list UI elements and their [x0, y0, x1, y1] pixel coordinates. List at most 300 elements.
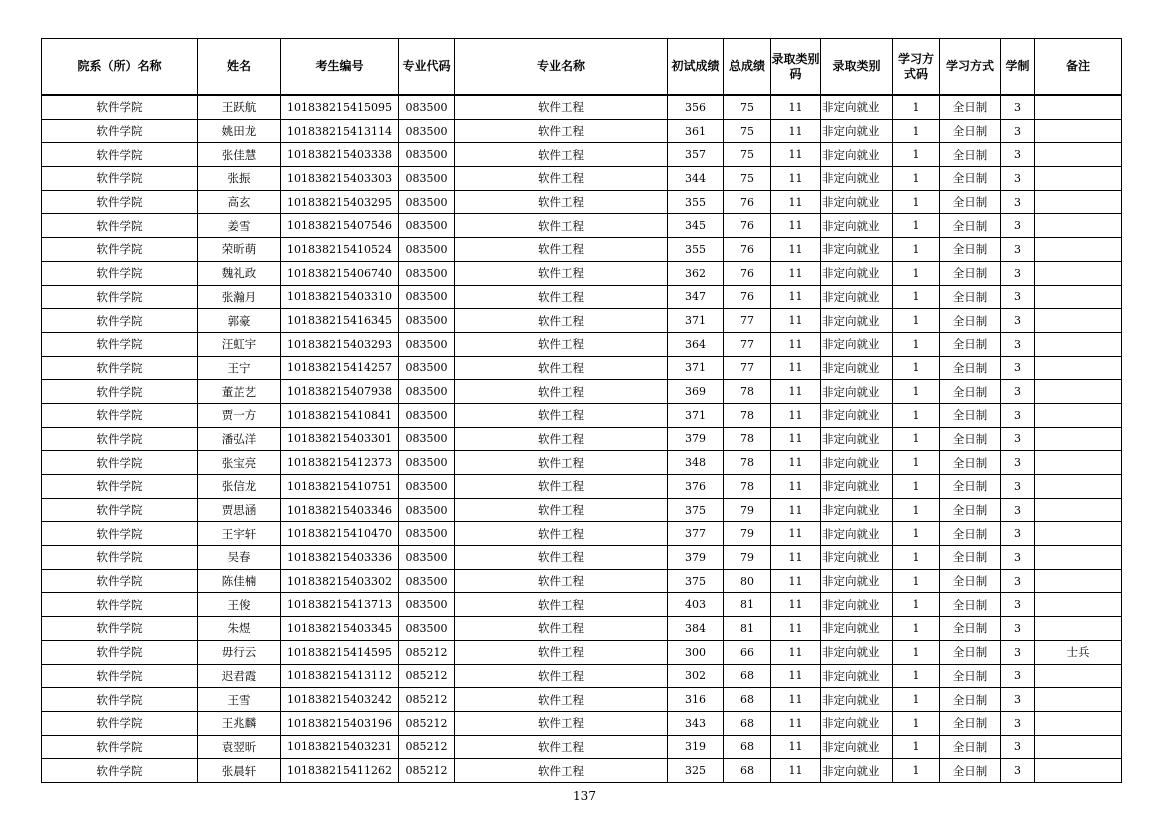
cell-study-mode-code: 1 [893, 167, 940, 191]
table-row [42, 309, 1122, 333]
cell-exam-id: 101838215413114 [281, 119, 399, 143]
cell-study-mode-code: 1 [893, 522, 940, 546]
cell-duration: 3 [1001, 119, 1035, 143]
cell-major-name: 软件工程 [455, 427, 668, 451]
cell-remarks [1035, 167, 1122, 191]
cell-department: 软件学院 [42, 711, 198, 735]
admission-table [41, 38, 1122, 783]
table-row [42, 498, 1122, 522]
cell-category-code: 11 [771, 451, 821, 475]
cell-name: 张佳慧 [198, 143, 281, 167]
table-row [42, 522, 1122, 546]
cell-category: 非定向就业 [821, 569, 893, 593]
cell-prelim-score: 384 [668, 617, 724, 641]
cell-department: 软件学院 [42, 190, 198, 214]
cell-major-code: 083500 [399, 309, 455, 333]
cell-study-mode: 全日制 [940, 546, 1001, 570]
cell-remarks [1035, 356, 1122, 380]
cell-department: 软件学院 [42, 119, 198, 143]
cell-study-mode-code: 1 [893, 261, 940, 285]
cell-study-mode: 全日制 [940, 664, 1001, 688]
cell-total-score: 78 [724, 403, 771, 427]
cell-duration: 3 [1001, 617, 1035, 641]
cell-department: 软件学院 [42, 427, 198, 451]
cell-study-mode: 全日制 [940, 427, 1001, 451]
cell-major-name: 软件工程 [455, 640, 668, 664]
cell-exam-id: 101838215414257 [281, 356, 399, 380]
table-row [42, 546, 1122, 570]
cell-major-code: 085212 [399, 759, 455, 783]
cell-total-score: 75 [724, 143, 771, 167]
cell-major-code: 083500 [399, 498, 455, 522]
cell-study-mode: 全日制 [940, 119, 1001, 143]
cell-duration: 3 [1001, 95, 1035, 119]
cell-duration: 3 [1001, 332, 1035, 356]
cell-major-name: 软件工程 [455, 380, 668, 404]
header-cell-study-mode: 学习方式 [940, 39, 1001, 96]
cell-name: 张宝亮 [198, 451, 281, 475]
cell-department: 软件学院 [42, 380, 198, 404]
cell-study-mode-code: 1 [893, 238, 940, 262]
cell-study-mode-code: 1 [893, 498, 940, 522]
cell-remarks [1035, 759, 1122, 783]
cell-duration: 3 [1001, 640, 1035, 664]
cell-duration: 3 [1001, 190, 1035, 214]
cell-name: 陈佳楠 [198, 569, 281, 593]
cell-total-score: 77 [724, 356, 771, 380]
cell-exam-id: 101838215414595 [281, 640, 399, 664]
cell-study-mode: 全日制 [940, 332, 1001, 356]
cell-study-mode-code: 1 [893, 309, 940, 333]
cell-department: 软件学院 [42, 664, 198, 688]
cell-total-score: 76 [724, 190, 771, 214]
cell-department: 软件学院 [42, 640, 198, 664]
cell-exam-id: 101838215406740 [281, 261, 399, 285]
cell-category: 非定向就业 [821, 498, 893, 522]
cell-department: 软件学院 [42, 475, 198, 499]
cell-major-code: 083500 [399, 214, 455, 238]
header-row [42, 39, 1122, 96]
cell-total-score: 66 [724, 640, 771, 664]
cell-prelim-score: 316 [668, 688, 724, 712]
cell-prelim-score: 379 [668, 427, 724, 451]
cell-name: 汪虹宇 [198, 332, 281, 356]
cell-total-score: 76 [724, 261, 771, 285]
cell-category-code: 11 [771, 119, 821, 143]
cell-exam-id: 101838215403302 [281, 569, 399, 593]
cell-category: 非定向就业 [821, 593, 893, 617]
cell-study-mode-code: 1 [893, 711, 940, 735]
cell-study-mode: 全日制 [940, 593, 1001, 617]
cell-study-mode-code: 1 [893, 640, 940, 664]
cell-duration: 3 [1001, 309, 1035, 333]
cell-major-code: 083500 [399, 380, 455, 404]
cell-duration: 3 [1001, 356, 1035, 380]
cell-exam-id: 101838215410524 [281, 238, 399, 262]
cell-prelim-score: 377 [668, 522, 724, 546]
page-number: 137 [573, 789, 596, 803]
cell-prelim-score: 357 [668, 143, 724, 167]
cell-study-mode: 全日制 [940, 759, 1001, 783]
cell-major-name: 软件工程 [455, 735, 668, 759]
cell-study-mode: 全日制 [940, 261, 1001, 285]
cell-total-score: 79 [724, 546, 771, 570]
table-row [42, 143, 1122, 167]
cell-study-mode-code: 1 [893, 664, 940, 688]
cell-category-code: 11 [771, 498, 821, 522]
cell-total-score: 78 [724, 451, 771, 475]
cell-study-mode-code: 1 [893, 332, 940, 356]
cell-name: 王跃航 [198, 95, 281, 119]
cell-exam-id: 101838215412373 [281, 451, 399, 475]
cell-department: 软件学院 [42, 451, 198, 475]
cell-duration: 3 [1001, 167, 1035, 191]
cell-major-name: 软件工程 [455, 617, 668, 641]
cell-category: 非定向就业 [821, 261, 893, 285]
cell-name: 高玄 [198, 190, 281, 214]
cell-remarks [1035, 285, 1122, 309]
cell-duration: 3 [1001, 380, 1035, 404]
cell-name: 王俊 [198, 593, 281, 617]
cell-exam-id: 101838215413112 [281, 664, 399, 688]
cell-exam-id: 101838215407546 [281, 214, 399, 238]
cell-remarks [1035, 711, 1122, 735]
cell-exam-id: 101838215411262 [281, 759, 399, 783]
table-row [42, 451, 1122, 475]
cell-duration: 3 [1001, 569, 1035, 593]
cell-exam-id: 101838215403196 [281, 711, 399, 735]
table-row [42, 593, 1122, 617]
cell-category-code: 11 [771, 380, 821, 404]
cell-category-code: 11 [771, 238, 821, 262]
cell-major-name: 软件工程 [455, 261, 668, 285]
cell-major-name: 软件工程 [455, 190, 668, 214]
cell-department: 软件学院 [42, 522, 198, 546]
cell-name: 张瀚月 [198, 285, 281, 309]
cell-exam-id: 101838215416345 [281, 309, 399, 333]
cell-remarks [1035, 95, 1122, 119]
cell-department: 软件学院 [42, 356, 198, 380]
cell-category: 非定向就业 [821, 238, 893, 262]
cell-department: 软件学院 [42, 285, 198, 309]
cell-category-code: 11 [771, 569, 821, 593]
cell-category-code: 11 [771, 475, 821, 499]
cell-name: 张晨轩 [198, 759, 281, 783]
cell-total-score: 78 [724, 475, 771, 499]
cell-category: 非定向就业 [821, 711, 893, 735]
cell-major-code: 083500 [399, 95, 455, 119]
cell-study-mode-code: 1 [893, 593, 940, 617]
cell-remarks [1035, 593, 1122, 617]
cell-major-code: 083500 [399, 190, 455, 214]
cell-major-code: 083500 [399, 475, 455, 499]
cell-study-mode-code: 1 [893, 688, 940, 712]
cell-prelim-score: 379 [668, 546, 724, 570]
cell-exam-id: 101838215403345 [281, 617, 399, 641]
cell-category: 非定向就业 [821, 285, 893, 309]
cell-total-score: 79 [724, 522, 771, 546]
cell-duration: 3 [1001, 711, 1035, 735]
cell-name: 袁翌昕 [198, 735, 281, 759]
cell-remarks [1035, 522, 1122, 546]
cell-name: 贾一方 [198, 403, 281, 427]
cell-major-name: 软件工程 [455, 238, 668, 262]
cell-study-mode: 全日制 [940, 617, 1001, 641]
cell-major-code: 083500 [399, 119, 455, 143]
cell-department: 软件学院 [42, 309, 198, 333]
cell-prelim-score: 376 [668, 475, 724, 499]
table-row [42, 617, 1122, 641]
cell-category: 非定向就业 [821, 309, 893, 333]
table-row [42, 238, 1122, 262]
cell-remarks [1035, 664, 1122, 688]
cell-major-code: 083500 [399, 261, 455, 285]
cell-category-code: 11 [771, 356, 821, 380]
cell-duration: 3 [1001, 735, 1035, 759]
table-row [42, 711, 1122, 735]
cell-major-name: 软件工程 [455, 759, 668, 783]
cell-exam-id: 101838215403303 [281, 167, 399, 191]
cell-remarks [1035, 427, 1122, 451]
cell-study-mode: 全日制 [940, 95, 1001, 119]
table-row [42, 261, 1122, 285]
cell-prelim-score: 344 [668, 167, 724, 191]
header-cell-category-code: 录取类别码 [771, 39, 821, 96]
cell-duration: 3 [1001, 593, 1035, 617]
cell-exam-id: 101838215403301 [281, 427, 399, 451]
cell-prelim-score: 364 [668, 332, 724, 356]
cell-study-mode: 全日制 [940, 475, 1001, 499]
cell-exam-id: 101838215403242 [281, 688, 399, 712]
cell-prelim-score: 369 [668, 380, 724, 404]
cell-major-code: 085212 [399, 735, 455, 759]
cell-prelim-score: 375 [668, 498, 724, 522]
header-cell-category: 录取类别 [821, 39, 893, 96]
cell-study-mode: 全日制 [940, 238, 1001, 262]
cell-study-mode: 全日制 [940, 214, 1001, 238]
cell-study-mode: 全日制 [940, 403, 1001, 427]
cell-duration: 3 [1001, 546, 1035, 570]
cell-department: 软件学院 [42, 403, 198, 427]
table-row [42, 285, 1122, 309]
cell-duration: 3 [1001, 143, 1035, 167]
cell-remarks [1035, 451, 1122, 475]
cell-duration: 3 [1001, 285, 1035, 309]
cell-remarks [1035, 119, 1122, 143]
table-row [42, 167, 1122, 191]
header-cell-name: 姓名 [198, 39, 281, 96]
table-row [42, 403, 1122, 427]
cell-department: 软件学院 [42, 688, 198, 712]
cell-study-mode-code: 1 [893, 451, 940, 475]
cell-category: 非定向就业 [821, 403, 893, 427]
cell-category-code: 11 [771, 593, 821, 617]
cell-study-mode: 全日制 [940, 380, 1001, 404]
cell-name: 姚田龙 [198, 119, 281, 143]
cell-category: 非定向就业 [821, 95, 893, 119]
cell-remarks [1035, 403, 1122, 427]
cell-duration: 3 [1001, 475, 1035, 499]
cell-major-name: 软件工程 [455, 143, 668, 167]
cell-category-code: 11 [771, 664, 821, 688]
header-cell-remarks: 备注 [1035, 39, 1122, 96]
cell-study-mode: 全日制 [940, 451, 1001, 475]
cell-study-mode: 全日制 [940, 190, 1001, 214]
cell-major-code: 083500 [399, 569, 455, 593]
header-cell-study-mode-code: 学习方式码 [893, 39, 940, 96]
cell-major-name: 软件工程 [455, 569, 668, 593]
cell-name: 姜雪 [198, 214, 281, 238]
table-row [42, 569, 1122, 593]
cell-name: 荣昕萌 [198, 238, 281, 262]
cell-total-score: 68 [724, 735, 771, 759]
table-body [42, 95, 1122, 782]
cell-major-name: 软件工程 [455, 356, 668, 380]
cell-total-score: 75 [724, 95, 771, 119]
cell-study-mode: 全日制 [940, 167, 1001, 191]
cell-total-score: 77 [724, 309, 771, 333]
cell-study-mode-code: 1 [893, 569, 940, 593]
cell-study-mode-code: 1 [893, 546, 940, 570]
cell-category-code: 11 [771, 711, 821, 735]
cell-category: 非定向就业 [821, 735, 893, 759]
cell-major-code: 083500 [399, 546, 455, 570]
cell-study-mode-code: 1 [893, 617, 940, 641]
cell-exam-id: 101838215403346 [281, 498, 399, 522]
cell-major-name: 软件工程 [455, 167, 668, 191]
cell-study-mode-code: 1 [893, 380, 940, 404]
cell-prelim-score: 371 [668, 403, 724, 427]
cell-total-score: 68 [724, 759, 771, 783]
cell-prelim-score: 356 [668, 95, 724, 119]
cell-study-mode: 全日制 [940, 735, 1001, 759]
cell-exam-id: 101838215410470 [281, 522, 399, 546]
table-row [42, 640, 1122, 664]
cell-department: 软件学院 [42, 735, 198, 759]
cell-name: 王兆麟 [198, 711, 281, 735]
cell-study-mode-code: 1 [893, 735, 940, 759]
cell-remarks [1035, 688, 1122, 712]
cell-major-name: 软件工程 [455, 546, 668, 570]
cell-name: 吴春 [198, 546, 281, 570]
cell-category-code: 11 [771, 309, 821, 333]
cell-major-code: 083500 [399, 332, 455, 356]
cell-total-score: 79 [724, 498, 771, 522]
cell-study-mode-code: 1 [893, 190, 940, 214]
cell-study-mode-code: 1 [893, 285, 940, 309]
cell-remarks [1035, 143, 1122, 167]
cell-major-name: 软件工程 [455, 332, 668, 356]
cell-study-mode: 全日制 [940, 309, 1001, 333]
cell-name: 董芷艺 [198, 380, 281, 404]
header-cell-exam-id: 考生编号 [281, 39, 399, 96]
cell-category-code: 11 [771, 427, 821, 451]
cell-prelim-score: 403 [668, 593, 724, 617]
cell-remarks [1035, 190, 1122, 214]
cell-category: 非定向就业 [821, 190, 893, 214]
cell-name: 朱煜 [198, 617, 281, 641]
cell-study-mode: 全日制 [940, 356, 1001, 380]
cell-exam-id: 101838215407938 [281, 380, 399, 404]
cell-category: 非定向就业 [821, 143, 893, 167]
cell-prelim-score: 361 [668, 119, 724, 143]
cell-major-code: 083500 [399, 285, 455, 309]
cell-remarks [1035, 617, 1122, 641]
cell-category-code: 11 [771, 285, 821, 309]
cell-study-mode: 全日制 [940, 711, 1001, 735]
cell-category: 非定向就业 [821, 522, 893, 546]
cell-duration: 3 [1001, 403, 1035, 427]
cell-category: 非定向就业 [821, 427, 893, 451]
cell-prelim-score: 343 [668, 711, 724, 735]
table-row [42, 119, 1122, 143]
cell-duration: 3 [1001, 451, 1035, 475]
cell-category: 非定向就业 [821, 119, 893, 143]
header-cell-total-score: 总成绩 [724, 39, 771, 96]
cell-remarks: 士兵 [1035, 640, 1122, 664]
cell-remarks [1035, 332, 1122, 356]
cell-study-mode-code: 1 [893, 427, 940, 451]
cell-category-code: 11 [771, 522, 821, 546]
cell-prelim-score: 362 [668, 261, 724, 285]
cell-total-score: 68 [724, 711, 771, 735]
cell-name: 贾思涵 [198, 498, 281, 522]
cell-name: 郭豪 [198, 309, 281, 333]
cell-exam-id: 101838215413713 [281, 593, 399, 617]
cell-department: 软件学院 [42, 593, 198, 617]
cell-major-code: 083500 [399, 427, 455, 451]
cell-total-score: 75 [724, 167, 771, 191]
cell-duration: 3 [1001, 688, 1035, 712]
cell-department: 软件学院 [42, 617, 198, 641]
cell-total-score: 75 [724, 119, 771, 143]
cell-department: 软件学院 [42, 214, 198, 238]
cell-duration: 3 [1001, 238, 1035, 262]
cell-prelim-score: 355 [668, 238, 724, 262]
cell-remarks [1035, 380, 1122, 404]
cell-name: 王宁 [198, 356, 281, 380]
cell-total-score: 81 [724, 593, 771, 617]
cell-duration: 3 [1001, 664, 1035, 688]
cell-exam-id: 101838215403338 [281, 143, 399, 167]
cell-category: 非定向就业 [821, 356, 893, 380]
cell-total-score: 78 [724, 380, 771, 404]
cell-major-code: 083500 [399, 593, 455, 617]
cell-study-mode: 全日制 [940, 688, 1001, 712]
cell-department: 软件学院 [42, 546, 198, 570]
cell-major-name: 软件工程 [455, 285, 668, 309]
cell-category-code: 11 [771, 688, 821, 712]
cell-category-code: 11 [771, 332, 821, 356]
cell-major-code: 083500 [399, 356, 455, 380]
cell-name: 王宇轩 [198, 522, 281, 546]
table-row [42, 332, 1122, 356]
table-row [42, 735, 1122, 759]
cell-exam-id: 101838215403231 [281, 735, 399, 759]
cell-major-name: 软件工程 [455, 451, 668, 475]
cell-remarks [1035, 238, 1122, 262]
cell-total-score: 80 [724, 569, 771, 593]
cell-category-code: 11 [771, 735, 821, 759]
cell-total-score: 76 [724, 214, 771, 238]
cell-name: 王雪 [198, 688, 281, 712]
cell-name: 张振 [198, 167, 281, 191]
cell-study-mode: 全日制 [940, 285, 1001, 309]
cell-name: 毋行云 [198, 640, 281, 664]
cell-category: 非定向就业 [821, 451, 893, 475]
cell-major-name: 软件工程 [455, 664, 668, 688]
cell-category-code: 11 [771, 143, 821, 167]
